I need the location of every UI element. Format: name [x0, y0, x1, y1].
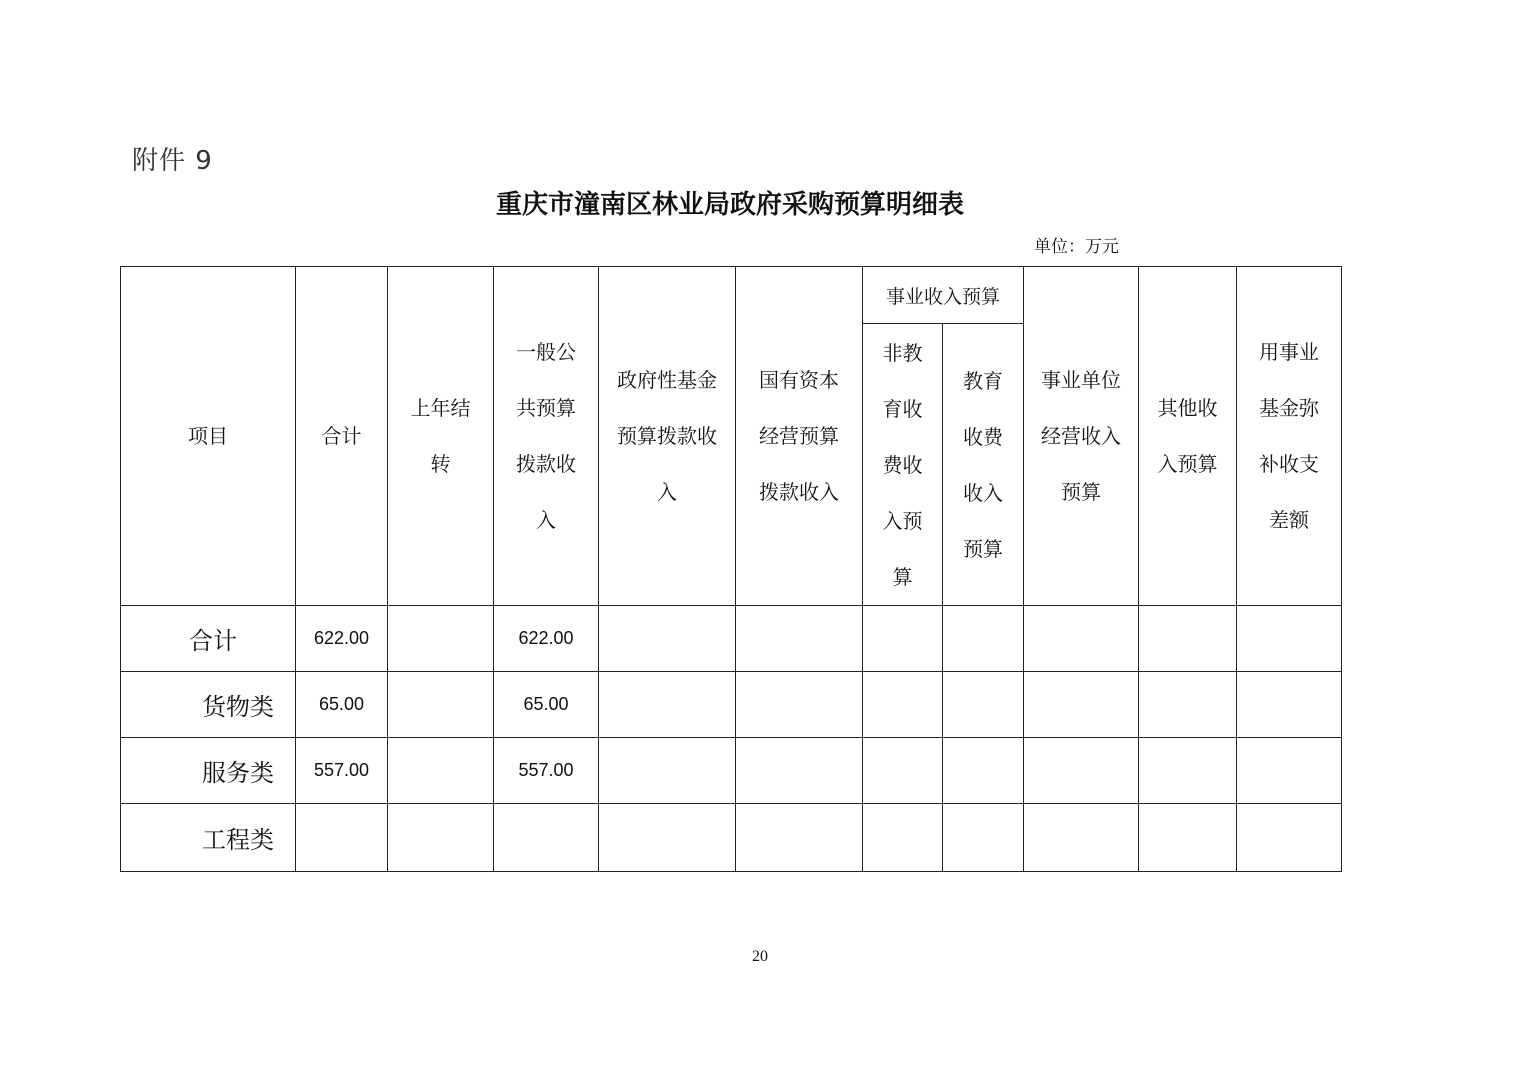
row-label: 服务类 — [121, 738, 296, 804]
cell-carryover — [388, 738, 494, 804]
header-total: 合计 — [296, 267, 388, 606]
table-row — [121, 606, 1342, 672]
cell-total — [296, 804, 388, 872]
unit-label: 单位：万元 — [1034, 237, 1119, 257]
header-gov-fund: 政府性基金预算拨款收入 — [599, 267, 736, 606]
cell-total: 65.00 — [296, 672, 388, 738]
table-row — [121, 738, 1342, 804]
header-carryover: 上年结转 — [388, 267, 494, 606]
cell-carryover — [388, 672, 494, 738]
header-edu-fee: 教育收费收入预算 — [943, 324, 1024, 606]
cell-total: 557.00 — [296, 738, 388, 804]
cell-total: 622.00 — [296, 606, 388, 672]
header-general-budget: 一般公共预算拨款收入 — [494, 267, 599, 606]
table-row — [121, 804, 1342, 872]
cell-general-budget: 622.00 — [494, 606, 599, 672]
header-item: 项目 — [121, 267, 296, 606]
cell-carryover — [388, 606, 494, 672]
row-label: 工程类 — [121, 804, 296, 872]
header-business-income-group: 事业收入预算 — [863, 267, 1024, 324]
table-row — [121, 672, 1342, 738]
cell-carryover — [388, 804, 494, 872]
header-state-capital: 国有资本经营预算拨款收入 — [736, 267, 863, 606]
attachment-label: 附件 9 — [132, 146, 213, 176]
row-label: 合计 — [121, 606, 296, 672]
cell-general-budget — [494, 804, 599, 872]
page-number: 20 — [752, 948, 768, 965]
header-non-edu-fee: 非教育收费收入预算 — [863, 324, 943, 606]
page-title: 重庆市潼南区林业局政府采购预算明细表 — [495, 190, 964, 220]
header-unit-business: 事业单位经营收入预算 — [1024, 267, 1139, 606]
row-label: 货物类 — [121, 672, 296, 738]
cell-general-budget: 557.00 — [494, 738, 599, 804]
procurement-budget-table — [120, 266, 1342, 872]
cell-general-budget: 65.00 — [494, 672, 599, 738]
header-other-income: 其他收入预算 — [1139, 267, 1237, 606]
header-fund-balance: 用事业基金弥补收支差额 — [1237, 267, 1342, 606]
